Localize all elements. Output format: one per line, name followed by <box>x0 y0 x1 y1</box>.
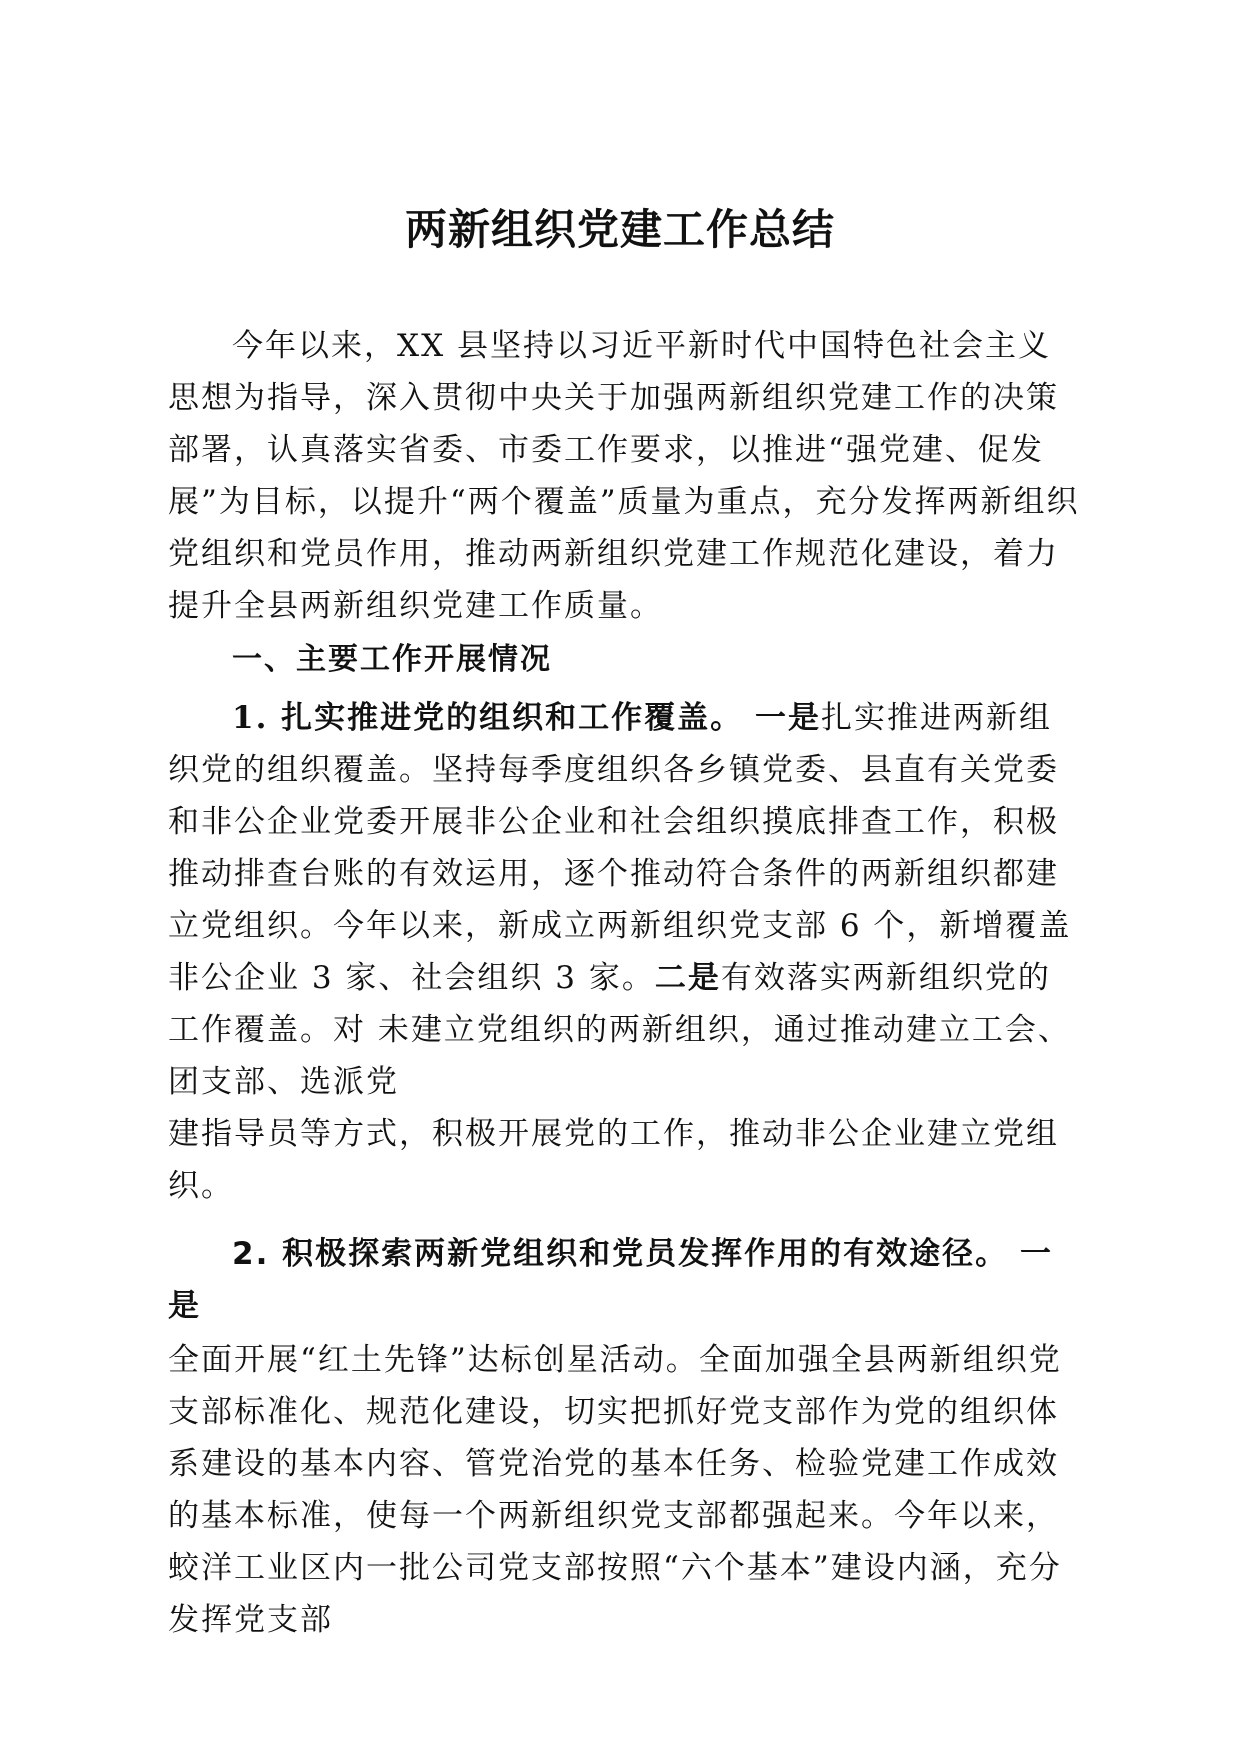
item1-paragraph <box>168 692 1080 1108</box>
item1-text-2: 有效落实两新组织党的工作覆盖。对 未建立党组织的两新组织，通过推动建立工会、团支部、选派党 <box>168 960 1071 1100</box>
item2-heading-line <box>168 1228 1080 1332</box>
item2-lead-1: 一是 <box>168 1236 1053 1324</box>
item2-heading: 2. 积极探索两新党组织和党员发挥作用的有效途径。 <box>232 1236 1009 1272</box>
item1-lead-1: 一是 <box>755 700 822 736</box>
document-title: 两新组织党建工作总结 <box>404 205 835 254</box>
intro-paragraph: 今年以来，XX 县坚持以习近平新时代中国特色社会主义思想为指导，深入贯彻中央关于加强两新组织党建工作的决策部署，认真落实省委、市委工作要求，以推进“强党建、促发展”为目标，以提升“两个覆盖”质量为重点，充分发挥两新组织党组织和党员作用，推动两新组织党建工作规范化建设，着力提升全县两新组织党建工作质量。 <box>168 328 1080 624</box>
item2-paragraph: 全面开展“红土先锋”达标创星活动。全面加强全县两新组织党支部标准化、规范化建设，切实把抓好党支部作为党的组织体系建设的基本内容、管党治党的基本任务、检验党建工作成效的基本标准，使每一个两新组织党支部都强起来。今年以来，蛟洋工业区内一批公司党支部按照“六个基本”建设内涵，充分发挥党支部 <box>168 1342 1062 1638</box>
item1-text-1: 扎实推进两新组织党的组织覆盖。坚持每季度组织各乡镇党委、县直有关党委和非公企业党委开展非公企业和社会组织摸底排查工作，积极推动排查台账的有效运用，逐个推动符合条件的两新组织都建立党组织。今年以来，新成立两新组织党支部 6 个，新增覆盖非公企业 3 家、社会组织 3 家。 <box>168 700 1072 996</box>
item1-lead-2: 二是 <box>654 960 721 996</box>
document-body <box>168 320 1080 1646</box>
item1-continuation: 建指导员等方式，积极开展党的工作，推动非公企业建立党组织。 <box>168 1116 1059 1204</box>
section-heading: 一、主要工作开展情况 <box>232 642 552 677</box>
item1-heading: 1. 扎实推进党的组织和工作覆盖。 <box>232 700 744 736</box>
